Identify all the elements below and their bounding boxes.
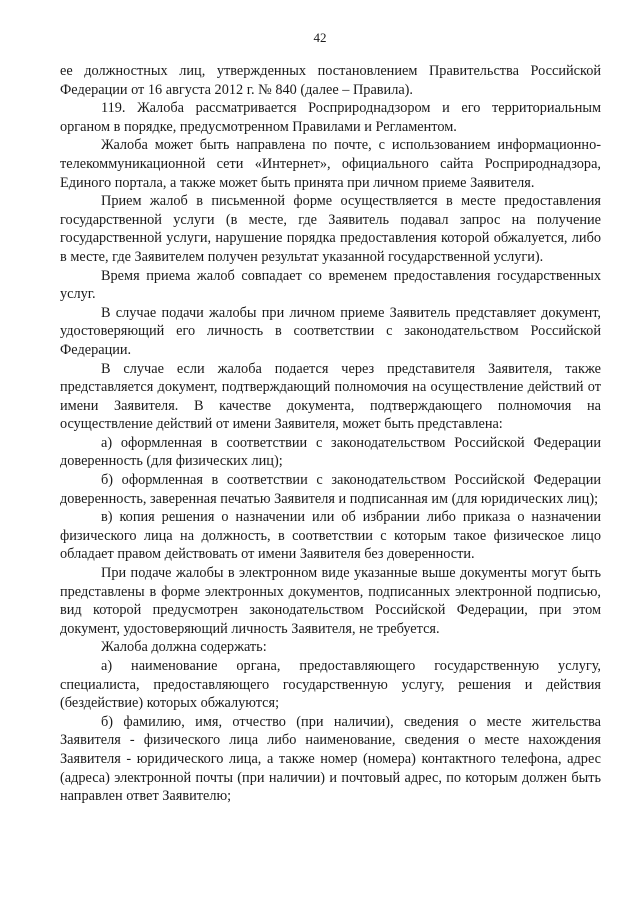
paragraph-written-complaints: Прием жалоб в письменной форме осуществляется в месте предоставления государственной услуги (в месте, где Заявитель подавал запрос на получение государственной услуги, нарушение порядка предоставления которой обжалуется, либо в месте, где Заявителем получен результат указанной государственной услуги). <box>60 193 601 265</box>
paragraph-submission-channels: Жалоба может быть направлена по почте, с использованием информационно-телекоммуникационной сети «Интернет», официального сайта Росприроднадзора, Единого портала, а также может быть принята при личном приеме Заявителя. <box>60 137 601 191</box>
paragraph-representative: В случае если жалоба подается через представителя Заявителя, также представляется документ, подтверждающий полномочия на осуществление действий от имени Заявителя. В качестве документа, подтверждающего полномочия на осуществление действий от имени Заявителя, может быть представлена: <box>60 360 601 433</box>
document-body <box>60 62 601 806</box>
content-item-b: б) фамилию, имя, отчество (при наличии), сведения о месте жительства Заявителя - физического лица либо наименование, сведения о месте нахождения Заявителя - юридического лица, а также номер (номера) контактного телефона, адрес (адреса) электронной почты (при наличии) и почтовый адрес, по которым должен быть направлен ответ Заявителю; <box>60 713 601 805</box>
page-number: 42 <box>313 30 327 45</box>
paragraph-119: 119. Жалоба рассматривается Росприроднадзором и его территориальным органом в порядке, предусмотренном Правилами и Регламентом. <box>60 100 601 135</box>
content-item-a: а) наименование органа, предоставляющего государственную услугу, специалиста, предоставляющего государственную услугу, решения и действия (бездействие) которых обжалуются; <box>60 658 601 712</box>
paragraph-content-heading: Жалоба должна содержать: <box>101 639 267 656</box>
paragraph-reception-time: Время приема жалоб совпадает со временем предоставления государственных услуг. <box>60 267 601 303</box>
paragraph-personal-reception: В случае подачи жалобы при личном приеме Заявитель представляет документ, удостоверяющий его личность в соответствии с законодательством Российской Федерации. <box>60 304 601 358</box>
list-item-a-individuals: а) оформленная в соответствии с законодательством Российской Федерации доверенность (для физических лиц); <box>60 434 601 470</box>
paragraph-continuation: ее должностных лиц, утвержденных постановлением Правительства Российской Федерации от 16 августа 2012 г. № 840 (далее – Правила). <box>60 63 601 98</box>
list-item-v-appointment: в) копия решения о назначении или об избрании либо приказа о назначении физического лица на должность, в соответствии с которым такое физическое лицо обладает правом действовать от имени Заявителя без доверенности. <box>60 509 601 563</box>
paragraph-electronic-submission: При подаче жалобы в электронном виде указанные выше документы могут быть представлены в форме электронных документов, подписанных электронной подписью, вид которой предусмотрен законодательством Российской Федерации, при этом документ, удостоверяющий личность Заявителя, не требуется. <box>60 565 601 637</box>
list-item-b-legal-entities: б) оформленная в соответствии с законодательством Российской Федерации доверенность, заверенная печатью Заявителя и подписанная им (для юридических лиц); <box>60 472 601 507</box>
